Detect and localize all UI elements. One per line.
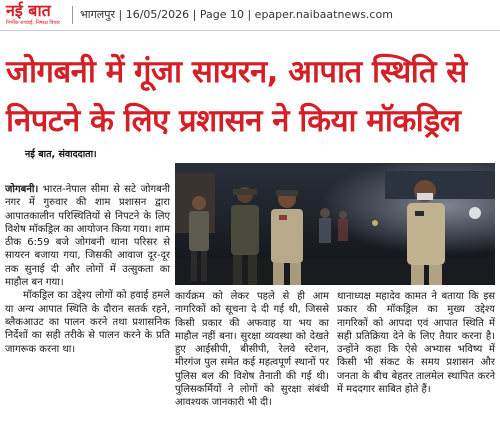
mockdrill-photo-illustration xyxy=(175,163,495,285)
edition-city: भागलपुर xyxy=(80,8,115,21)
article-column-2 xyxy=(175,290,329,410)
headline-line-2: निपटने के लिए प्रशासन ने किया मॉकड्रिल xyxy=(6,103,461,139)
logo-name: नई बात xyxy=(6,1,51,20)
article-paragraph xyxy=(5,183,170,289)
article-paragraph: कार्यक्रम को लेकर पहले से ही आम नागरिकों को सूचना दे दी गई थी, जिससे किसी प्रकार की अफवाह या भय का माहौल नहीं बना। सुरक्षा व्यवस्था को देखते हुए आईसीपी, बीसीपी, रेलवे स्टेशन, मीरगंज पुल समेत कई महत्वपूर्ण स्थानों पर पुलिस बल की विशेष तैनाती की गई थी। पुलिसकर्मियों ने लोगों को सुरक्षा संबंधी आवश्यक जानकारी भी दी। xyxy=(175,291,329,409)
byline: नई बात, संवाददाता। xyxy=(25,149,97,160)
article-column-3 xyxy=(337,290,495,396)
newspaper-logo[interactable] xyxy=(6,2,64,28)
news-photo xyxy=(175,163,495,285)
logo-tagline: निर्भीक सच्चाई, निष्पक्ष विचार xyxy=(6,20,60,26)
article-column-1 xyxy=(5,183,170,356)
article-paragraph: थानाध्यक्ष महादेव कामत ने बताया कि इस प्रकार की मॉकड्रिल का मुख्य उद्देश्य नागरिकों को आपदा एवं आपात स्थिति में सही प्रतिक्रिया देने के लिए तैयार करना है। उन्होंने कहा कि ऐसे अभ्यास भविष्य में किसी भी संकट के समय प्रशासन और जनता के बीच बेहतर तालमेल स्थापित करने में मददगार साबित होते हैं। xyxy=(337,291,495,396)
meta-separator: | xyxy=(247,8,252,21)
epaper-site-link[interactable]: epaper.naibaatnews.com xyxy=(254,8,393,21)
masthead-bar xyxy=(0,0,500,31)
meta-separator: | xyxy=(192,8,197,21)
paragraph-text: भारत-नेपाल सीमा से सटे जोगबनी नगर में गुरुवार की शाम प्रशासन द्वारा आपातकालीन परिस्थितियों से निपटने के लिए विशेष मॉकड्रिल का आयोजन किया गया। शाम ठीक 6:59 बजे जोगबनी थाना परिसर से सायरन बजाया गया, जिसकी आवाज दूर-दूर तक सुनाई दी और लोगों में उत्सुकता का माहौल बन गया। xyxy=(5,184,170,289)
headline-line-1: जोगबनी में गूंजा सायरन, आपात स्थिति से xyxy=(6,54,467,90)
dateline: जोगबनी। xyxy=(5,184,39,195)
masthead-divider xyxy=(72,6,73,24)
edition-date: 16/05/2026 xyxy=(125,8,190,21)
page-number: Page 10 xyxy=(199,8,244,21)
article-headline xyxy=(6,48,496,146)
article-paragraph: मॉकड्रिल का उद्देश्य लोगों को हवाई हमले या अन्य आपात स्थिति के दौरान सतर्क रहने, ब्लैकआउट का पालन करने तथा प्रशासनिक निर्देशों का सही तरीके से पालन करने के प्रति जागरूक करना था। xyxy=(5,290,170,355)
edition-meta xyxy=(80,8,393,22)
meta-separator: | xyxy=(118,8,123,21)
